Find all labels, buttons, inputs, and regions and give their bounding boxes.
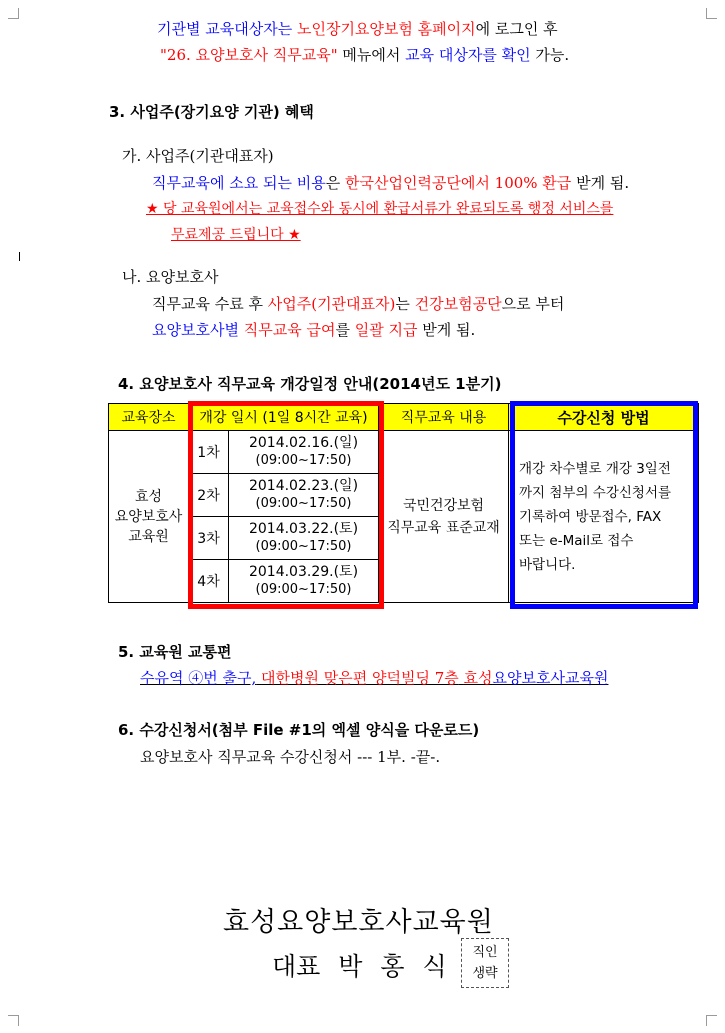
header-schedule: 개강 일시 (1일 8시간 교육) xyxy=(189,404,379,431)
round-cell: 2차 xyxy=(189,474,229,517)
crop-mark xyxy=(8,1015,19,1026)
round-cell: 1차 xyxy=(189,431,229,474)
intro-line-1: 기관별 교육대상자는 노인장기요양보험 홈페이지에 로그인 후 xyxy=(157,20,558,38)
method-highlight-box xyxy=(510,401,698,609)
header-method: 수강신청 방법 xyxy=(509,404,699,431)
schedule-highlight-box xyxy=(188,401,384,609)
section-3a-notice-1: ★ 당 교육원에서는 교육접수와 동시에 환급서류가 완료되도록 행정 서비스를 xyxy=(146,201,614,217)
round-cell: 3차 xyxy=(189,517,229,560)
intro-line-2: "26. 요양보호사 직무교육" 메뉴에서 교육 대상자를 확인 가능. xyxy=(160,46,570,64)
method-cell: 개강 차수별로 개강 3일전 까지 첨부의 수강신청서를 기록하여 방문접수, FAX 또는 e-Mail로 접수 바랍니다. xyxy=(509,431,699,603)
section-5-title: 5. 교육원 교통편 xyxy=(118,643,232,661)
representative-name: 대표 박 홍 식 xyxy=(272,952,447,981)
header-place: 교육장소 xyxy=(109,404,189,431)
date-cell: 2014.02.23.(일) (09:00~17:50) xyxy=(229,474,379,517)
crop-mark xyxy=(706,8,717,19)
header-content: 직무교육 내용 xyxy=(379,404,509,431)
crop-mark xyxy=(8,8,19,19)
section-4-title: 4. 요양보호사 직무교육 개강일정 안내(2014년도 1분기) xyxy=(118,375,502,393)
section-3-title: 3. 사업주(장기요양 기관) 혜택 xyxy=(109,103,314,121)
crop-mark xyxy=(706,1015,717,1026)
section-3a-line-1: 직무교육에 소요 되는 비용은 한국산업인력공단에서 100% 환급 받게 됨. xyxy=(152,174,630,192)
date-cell: 2014.03.22.(토) (09:00~17:50) xyxy=(229,517,379,560)
section-3a-title: 가. 사업주(기관대표자) xyxy=(122,147,274,165)
place-cell: 효성 요양보호사 교육원 xyxy=(109,431,189,603)
content-cell: 국민건강보험 직무교육 표준교재 xyxy=(379,431,509,603)
section-3b-title: 나. 요양보호사 xyxy=(122,268,219,286)
section-3b-line-1: 직무교육 수료 후 사업주(기관대표자)는 건강보험공단으로 부터 xyxy=(152,295,565,313)
organization-name: 효성요양보호사교육원 xyxy=(223,907,494,938)
section-3b-line-2: 요양보호사별 직무교육 급여를 일괄 지급 받게 됨. xyxy=(152,321,476,339)
date-cell: 2014.03.29.(토) (09:00~17:50) xyxy=(229,560,379,603)
seal-omitted-stamp: 직인 생략 xyxy=(461,938,509,988)
application-line: 요양보호사 직무교육 수강신청서 --- 1부. -끝-. xyxy=(140,748,441,766)
text-cursor xyxy=(19,252,20,261)
section-3a-notice-2: 무료제공 드립니다 ★ xyxy=(171,227,301,243)
directions-line: 수유역 ④번 출구, 대한병원 맞은편 양덕빌딩 7층 효성요양보호사교육원 xyxy=(140,669,609,687)
date-cell: 2014.02.16.(일) (09:00~17:50) xyxy=(229,431,379,474)
section-6-title: 6. 수강신청서(첨부 File #1의 엑셀 양식을 다운로드) xyxy=(118,721,480,739)
round-cell: 4차 xyxy=(189,560,229,603)
